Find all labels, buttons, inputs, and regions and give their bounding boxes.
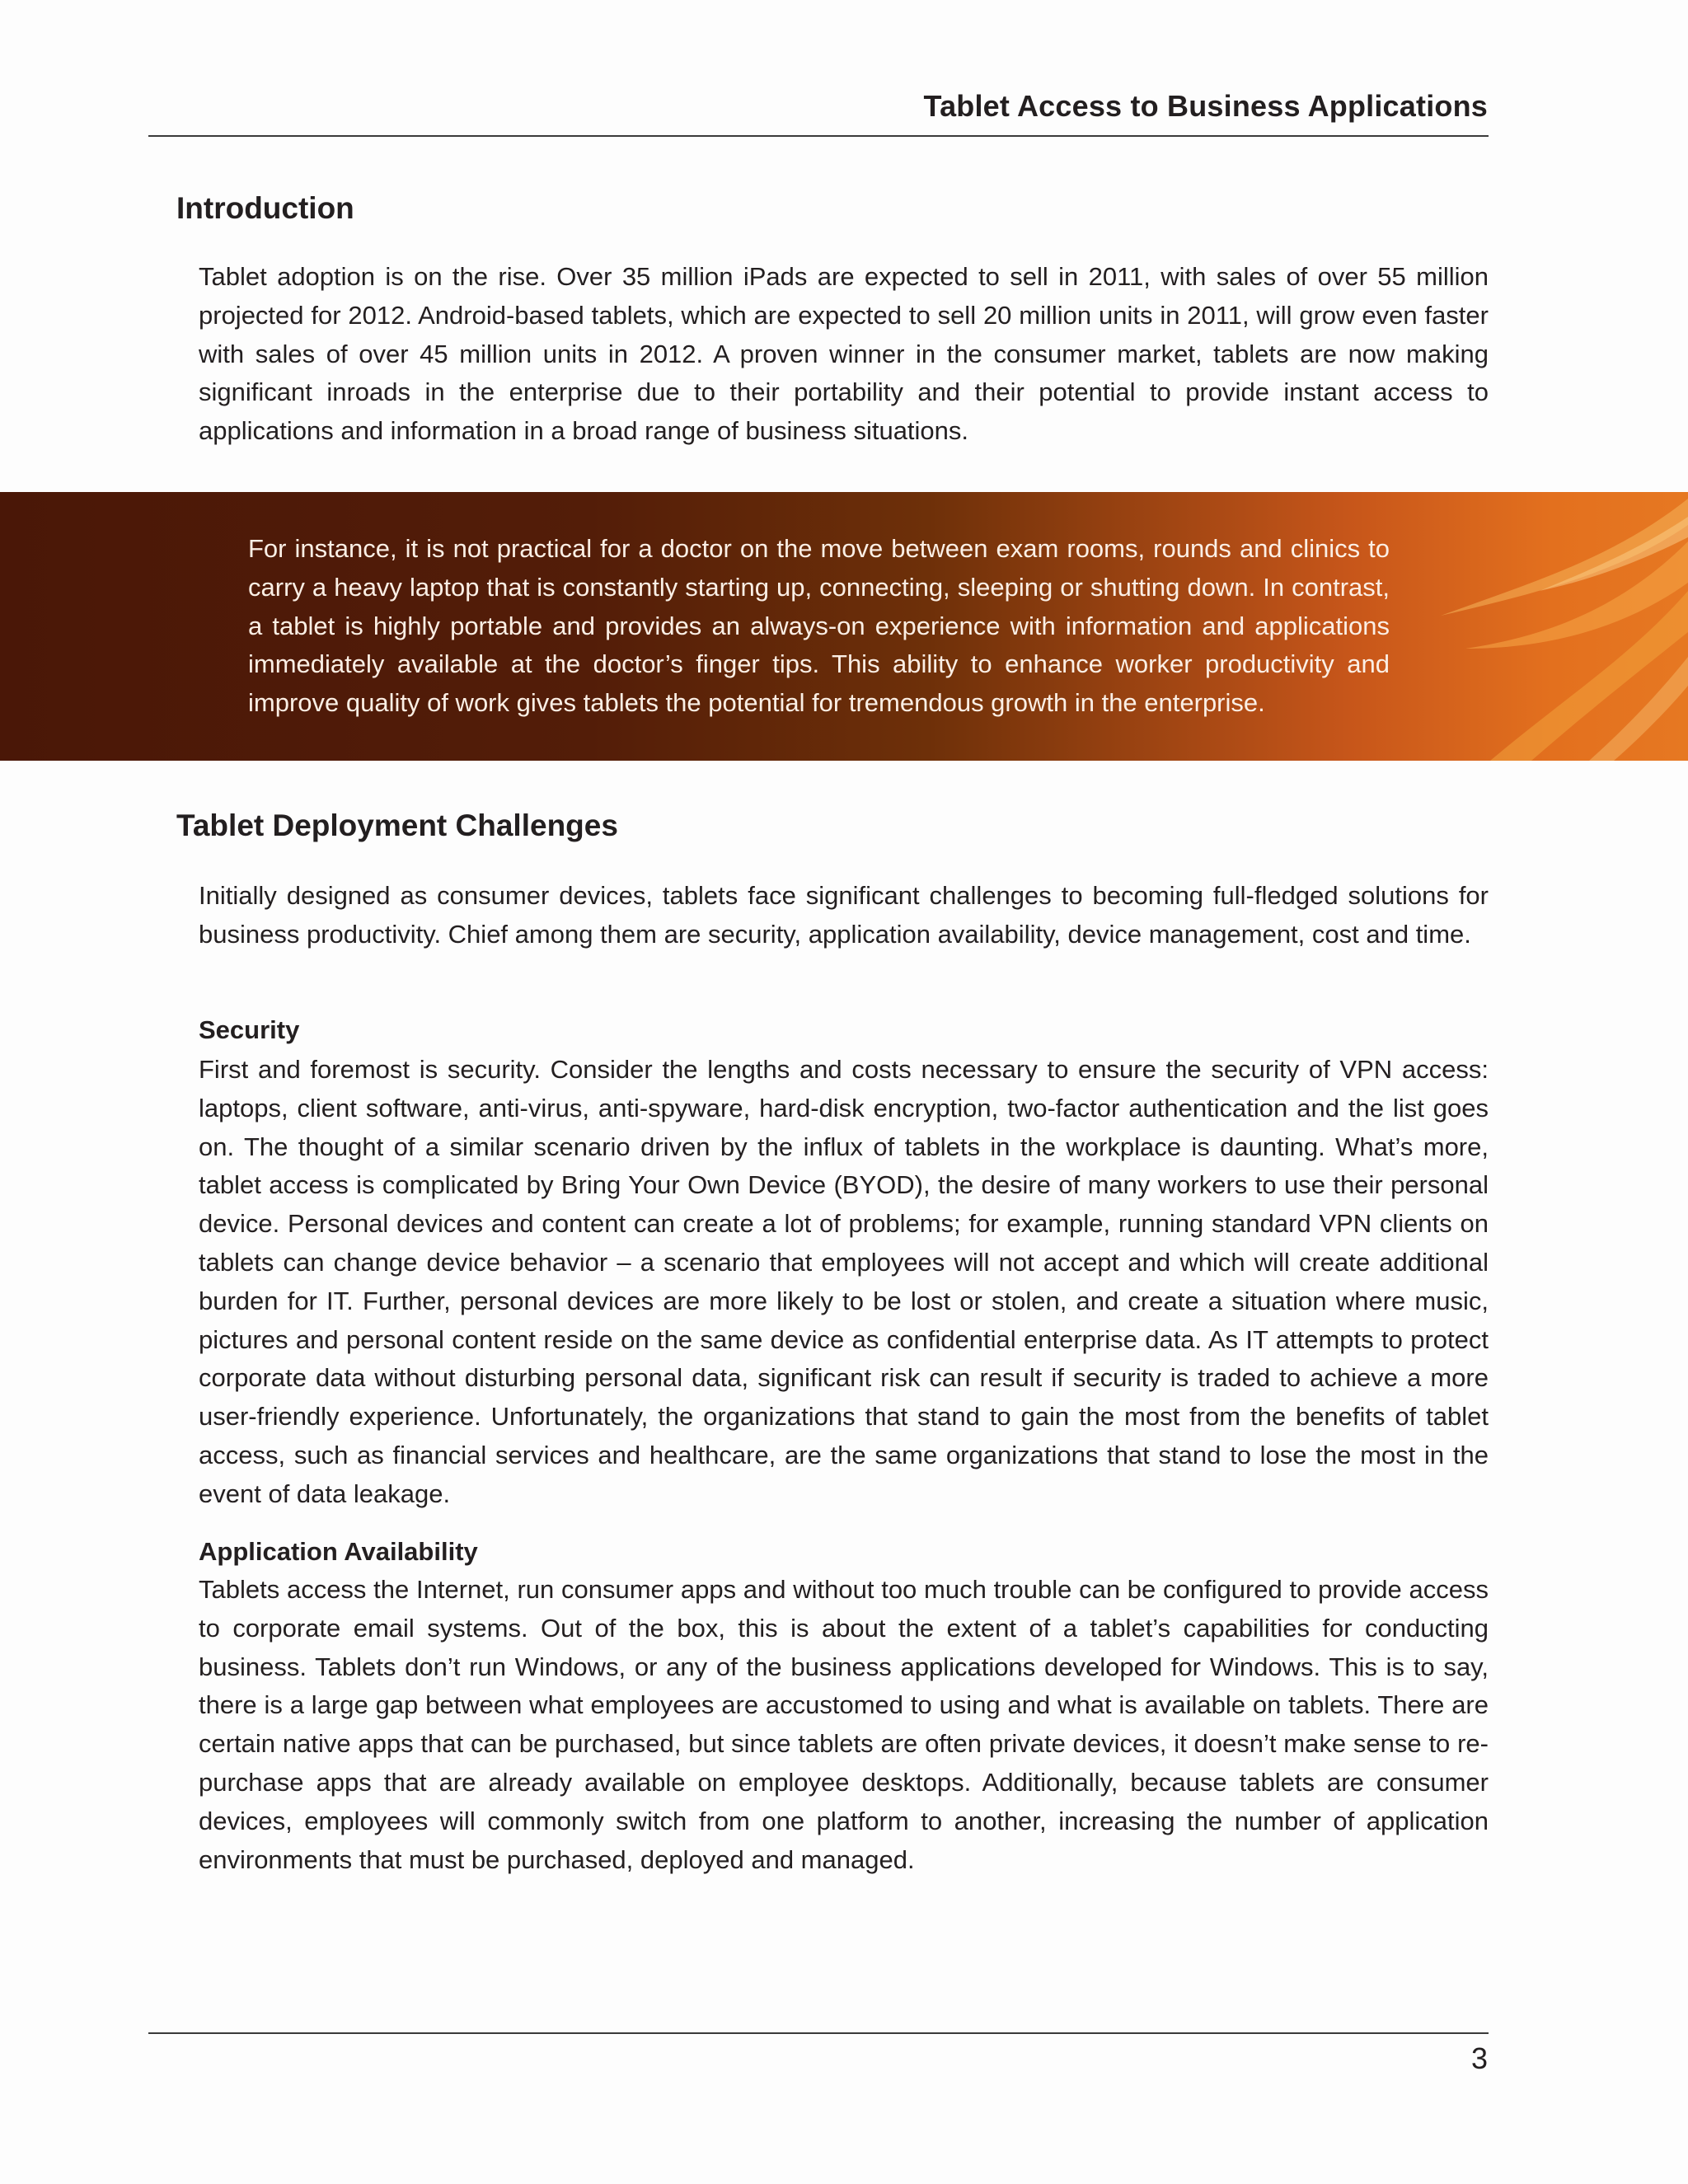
introduction-paragraph: Tablet adoption is on the rise. Over 35 million iPads are expected to sell in 2011, with sales of over 55 million projected for 2012. Android-based tablets, which are expected to sell 20 million units in 2011, will grow even faster with sales of over 45 million units in 2012. A proven winner in the consumer market, tablets are now making significant inroads in the enterprise due to their portability and their potential to provide instant access to applications and information in a broad range of business situations. (199, 262, 1489, 446)
challenges-intro-paragraph: Initially designed as consumer devices, tablets face significant challenges to becoming full-fledged solutions for business productivity. Chief among them are security, application availability, device management, cost and time. (199, 881, 1489, 949)
security-heading: Security (199, 1015, 300, 1044)
callout-band (0, 492, 1688, 761)
page-number: 3 (1470, 2041, 1488, 2075)
running-header-title: Tablet Access to Business Applications (923, 89, 1488, 123)
application-availability-heading: Application Availability (199, 1537, 478, 1566)
header-rule (148, 135, 1489, 137)
swoosh-decoration-icon (1342, 492, 1688, 761)
introduction-heading: Introduction (176, 191, 354, 225)
security-paragraph: First and foremost is security. Consider the lengths and costs necessary to ensure the security of VPN access: laptops, client software, anti-virus, anti-spyware, hard-disk encryption, two-factor authentication and the list goes on. The thought of a similar scenario driven by the influx of tablets in the workplace is daunting. What’s more, tablet access is complicated by Bring Your Own Device (BYOD), the desire of many workers to use their personal device. Personal devices and content can create a lot of problems; for example, running standard VPN clients on tablets can change device behavior – a scenario that employees will not accept and which will create additional burden for IT. Further, personal devices are more likely to be lost or stolen, and create a situation where music, pictures and personal content reside on the same device as confidential enterprise data. As IT attempts to protect corporate data without disturbing personal data, significant risk can result if security is traded to achieve a more user-friendly experience. Unfortunately, the organizations that stand to gain the most from the benefits of tablet access, such as financial services and healthcare, are the same organizations that stand to lose the most in the event of data leakage. (199, 1055, 1489, 1508)
application-availability-paragraph: Tablets access the Internet, run consumer apps and without too much trouble can be configured to provide access to corporate email systems. Out of the box, this is about the extent of a tablet’s capabilities for conducting business. Tablets don’t run Windows, or any of the business applications developed for Windows. This is to say, there is a large gap between what employees are accustomed to using and what is available on tablets. There are certain native apps that can be purchased, but since tablets are often private devices, it doesn’t make sense to re-purchase apps that are already available on employee desktops. Additionally, because tablets are consumer devices, employees will commonly switch from one platform to another, increasing the number of application environments that must be purchased, deployed and managed. (199, 1575, 1489, 1874)
callout-paragraph: For instance, it is not practical for a doctor on the move between exam rooms, rounds and clinics to carry a heavy laptop that is constantly starting up, connecting, sleeping or shutting down. In contrast, a tablet is highly portable and provides an always-on experience with information and applications immediately available at the doctor’s finger tips. This ability to enhance worker productivity and improve quality of work gives tablets the potential for tremendous growth in the enterprise. (248, 534, 1390, 718)
footer-rule (148, 2032, 1489, 2034)
challenges-heading: Tablet Deployment Challenges (176, 808, 618, 842)
